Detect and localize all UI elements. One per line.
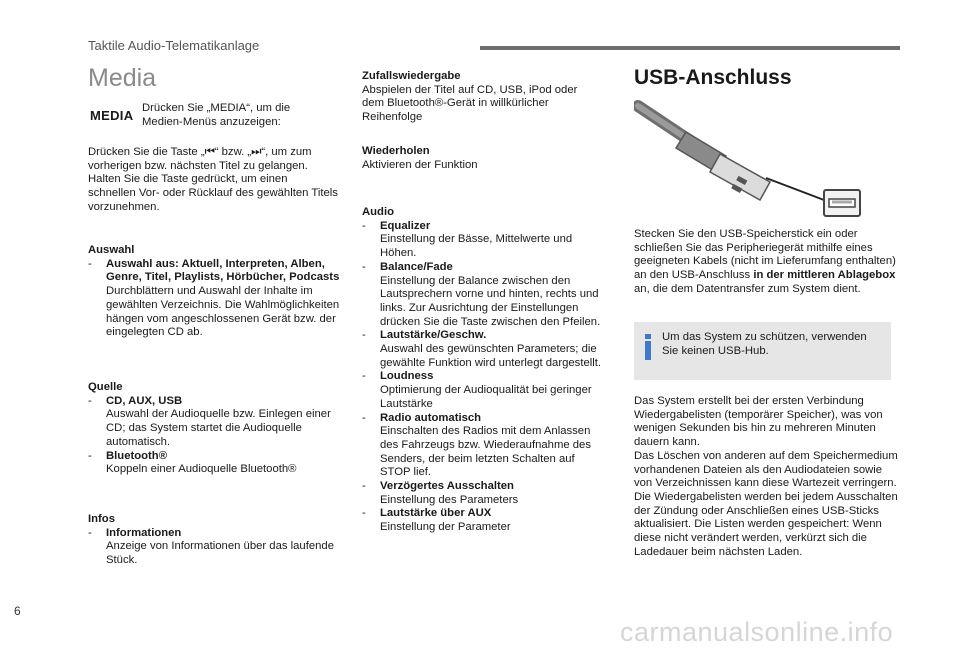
intro-line: vorzunehmen. [88, 200, 160, 213]
item-text: Auswahl des gewünschten Parameters; die gewählte Funktion wird unterlegt dargestellt. [380, 343, 602, 369]
usb-para2-line: Die Wiedergabelisten werden bei jedem Ausschalten der Zündung oder Anschließen eines USB-Sticks aktualisiert. Die Listen werden gespeichert: Wenn diese nicht verändert werden, verkürzt sich die Ladedauer beim nächsten Laden. [634, 490, 898, 558]
item-text: Auswahl der Audioquelle bzw. Einlegen einer CD; das System startet die Audioquelle automatisch. [106, 408, 331, 448]
audio-title: Audio [362, 206, 394, 218]
audio-section [362, 206, 604, 535]
media-button-icon: MEDIA [90, 108, 134, 123]
watermark: carmanualsonline.info [620, 617, 894, 647]
usb-para1 [634, 228, 896, 297]
wiederholen-title: Wiederholen [362, 145, 430, 157]
item-bold: Lautstärke über AUX [380, 507, 492, 520]
usb-para2 [634, 395, 898, 559]
usb-para1-pre: Stecken Sie den USB-Speicherstick ein oder schließen Sie das Peripheriegerät mithilfe eines geeigneten Kabels (nicht im Lieferumfang enthalten) an den USB-Anschluss [634, 228, 896, 282]
wiederholen-section [362, 145, 602, 172]
media-key-text: Drücken Sie „MEDIA“, um die Medien-Menüs anzuzeigen: [142, 102, 291, 128]
list-item: - Balance/Fade Einstellung der Balance zwischen den Lautsprechern vorne und hinten, rechts und links. Zur Ausrichtung der Einstellungen drücken Sie die Taste zwischen den Pfeilen. [362, 261, 604, 330]
usb-para2-line: Das Löschen von anderen auf dem Speichermedium vorhandenen Dateien als den Audiodateien sowie von Verzeichnissen kann diese Wartezeit verringern. [634, 449, 898, 490]
zufall-title: Zufallswiedergabe [362, 70, 461, 82]
item-bold: CD, AUX, USB [106, 394, 183, 407]
list-item: - Equalizer Einstellung der Bässe, Mittelwerte und Höhen. [362, 220, 604, 261]
item-bold: Balance/Fade [380, 260, 453, 273]
auswahl-section [88, 244, 340, 340]
infos-section [88, 513, 340, 568]
zufall-section [362, 70, 602, 125]
usb-para2-line: Das System erstellt bei der ersten Verbindung Wiedergabelisten (temporärer Speicher), was von wenigen Sekunden bis hin zu mehreren Minuten dauern kann. [634, 395, 883, 449]
item-bold: Equalizer [380, 219, 431, 232]
page-number: 6 [14, 604, 21, 618]
item-text: Einstellung des Parameters [380, 493, 519, 506]
item-bold: Informationen [106, 526, 182, 539]
list-item: - Lautstärke/Geschw. Auswahl des gewünschten Parameters; die gewählte Funktion wird unterlegt dargestellt. [362, 329, 604, 370]
wiederholen-text: Aktivieren der Funktion [362, 158, 478, 171]
list-item: - Informationen Anzeige von Informationen über das laufende Stück. [88, 527, 340, 568]
usb-heading: USB-Anschluss [634, 66, 792, 89]
list-item: - Radio automatisch Einschalten des Radios mit dem Anlassen des Fahrzeugs bzw. Wiederaufnahme des Senders, der beim letzten Schalten auf STOP lief. [362, 412, 604, 481]
list-item: - Auswahl aus: Aktuell, Interpreten, Alben, Genre, Titel, Playlists, Hörbücher, Podcasts Durchblättern und Auswahl der Inhalte im gewählten Verzeichnis. Die Wahlmöglichkeiten hängen vom angeschlossenen Gerät bzw. der eingelegten CD ab. [88, 257, 340, 339]
quelle-title: Quelle [88, 381, 123, 393]
item-bold: Auswahl aus: Aktuell, Interpreten, Alben, Genre, Titel, Playlists, Hörbücher, Podcasts [106, 257, 340, 284]
item-bold: Bluetooth® [106, 449, 168, 462]
intro-line: vorherigen bzw. nächsten Titel zu gelangen. [88, 159, 308, 172]
item-text: Einstellung der Parameter [380, 521, 511, 534]
item-bold: Radio automatisch [380, 411, 482, 424]
item-bold: Lautstärke/Geschw. [380, 329, 487, 342]
usb-para1-post: an, die dem Datentransfer zum System dient. [634, 282, 861, 295]
info-box [634, 322, 891, 380]
item-bold: Loudness [380, 370, 434, 383]
list-item: - Verzögertes Ausschalten Einstellung des Parameters [362, 480, 604, 507]
item-text: Anzeige von Informationen über das laufende Stück. [106, 540, 334, 567]
auswahl-title: Auswahl [88, 244, 135, 256]
item-text: Einschalten des Radios mit dem Anlassen des Fahrzeugs bzw. Wiederaufnahme des Senders, der beim letzten Schalten auf STOP lief. [380, 425, 591, 479]
header-rule [480, 46, 900, 50]
item-text: Einstellung der Balance zwischen den Lautsprechern vorne und hinten, rechts und links. Zur Ausrichtung der Einstellungen drücken Sie die Taste zwischen den Pfeilen. [380, 274, 601, 328]
item-text: Einstellung der Bässe, Mittelwerte und Höhen. [380, 233, 573, 260]
info-text: Um das System zu schützen, verwenden Sie keinen USB-Hub. [662, 331, 867, 357]
media-intro [88, 146, 338, 215]
info-icon [644, 334, 652, 360]
intro-line: Drücken Sie die Taste „⏮“ bzw. „⏭“, um zum [88, 146, 312, 158]
item-text: Koppeln einer Audioquelle Bluetooth® [106, 463, 297, 476]
list-item: - Lautstärke über AUX Einstellung der Parameter [362, 507, 604, 534]
intro-line: schnellen Vor- oder Rücklauf des gewählten Titels [88, 187, 338, 200]
item-text: Optimierung der Audioqualität bei geringer Lautstärke [380, 384, 592, 410]
intro-line: Halten Sie die Taste gedrückt, um einen [88, 173, 288, 186]
quelle-section [88, 381, 340, 477]
item-text: Durchblättern und Auswahl der Inhalte im gewählten Verzeichnis. Die Wahlmöglichkeiten hängen vom angeschlossenen Gerät bzw. der eingelegten CD ab. [106, 285, 340, 339]
usb-cable-illustration [634, 98, 892, 222]
list-item: - Bluetooth® Koppeln einer Audioquelle Bluetooth® [88, 450, 340, 477]
media-heading: Media [88, 64, 157, 92]
zufall-text: Abspielen der Titel auf CD, USB, iPod oder dem Bluetooth®-Gerät in willkürlicher Reihenfolge [362, 83, 578, 124]
list-item: - Loudness Optimierung der Audioqualität bei geringer Lautstärke [362, 370, 604, 411]
running-header: Taktile Audio-Telematikanlage [88, 38, 260, 53]
list-item: - CD, AUX, USB Auswahl der Audioquelle bzw. Einlegen einer CD; das System startet die Audioquelle automatisch. [88, 395, 340, 450]
item-bold: Verzögertes Ausschalten [380, 480, 514, 493]
infos-title: Infos [88, 513, 115, 525]
usb-para1-bold: in der mittleren Ablagebox [753, 269, 896, 282]
